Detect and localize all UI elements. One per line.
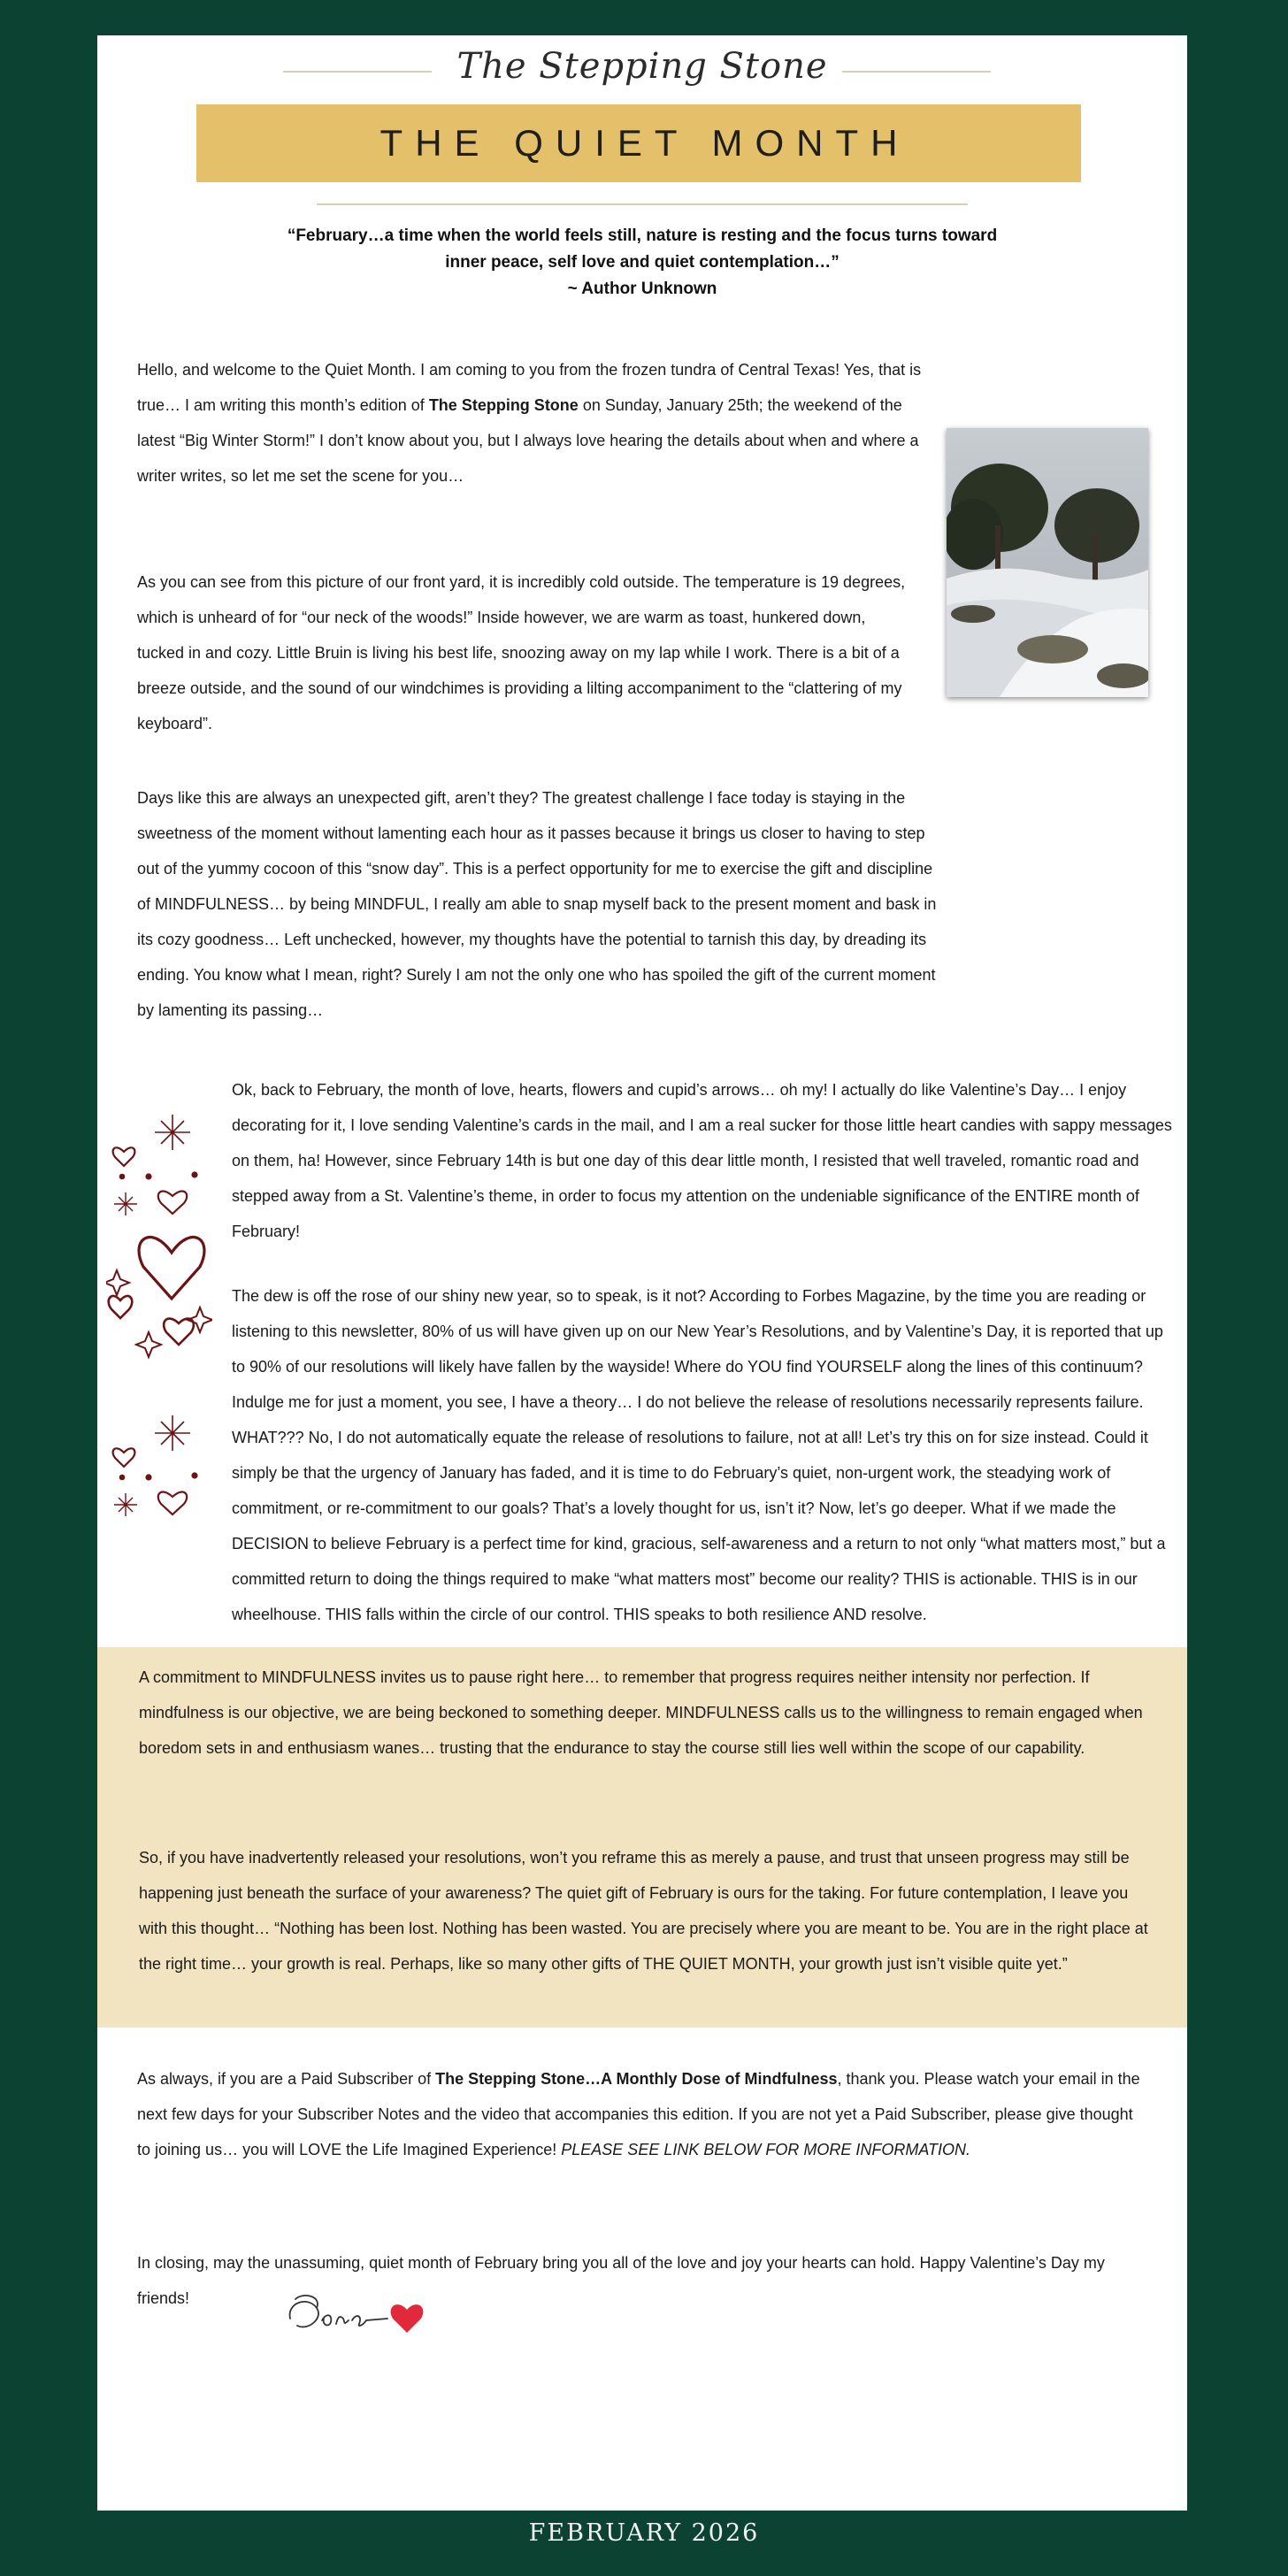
callout-paragraph-2: So, if you have inadvertently released your resolutions, won’t you reframe this as merely a pause, and trust that unseen progress may still be happening just beneath the surface of your awareness? The quiet gift of February is ours for the taking. For future contemplation, I leave you with this thought… “Nothing has been lost. Nothing has been wasted. You are precisely where you are meant to be. You are in the right place at the right time… your growth is real. Perhaps, like so many other gifts of THE QUIET MONTH, your growth just isn’t visible quite yet.”	[139, 1849, 1148, 1973]
intro-paragraph-1	[137, 352, 940, 494]
mindfulness-callout	[97, 1647, 1187, 2028]
hearts-sparkles-decoration	[106, 1407, 203, 1526]
callout-paragraph-1: A commitment to MINDFULNESS invites us to pause right here… to remember that progress requires neither intensity nor perfection. If mindfulness is our objective, we are being beckoned to something deeper. MINDFULNESS calls us to the willingness to remain engaged when boredom sets in and enthusiasm wanes… trusting that the endurance to stay the course still lies well within the scope of our capability.	[139, 1668, 1143, 1757]
masthead-rule-right	[842, 71, 991, 73]
hearts-sparkles-decoration	[106, 1106, 203, 1225]
link-note: PLEASE SEE LINK BELOW FOR MORE INFORMATION.	[561, 2141, 971, 2158]
february-paragraph-1: Ok, back to February, the month of love, hearts, flowers and cupid’s arrows… oh my! I actually do like Valentine’s Day… I enjoy decorating for it, I love sending Valentine’s cards in the mail, and I am a real sucker for those little heart candies with sappy messages on them, ha! However, since February 14th is but one day of this dear little month, I resisted that well traveled, romantic road and stepped away from a St. Valentine’s theme, in order to focus my attention on the undeniable significance of the ENTIRE month of February!	[232, 1081, 1172, 1240]
text-run: , thank you. Please watch your email in the next few days for your Subscriber Notes and the video that accompanies this edition. If you are not yet a Paid Subscriber, please give thought to joining us… you will LOVE the Life Imagined Experience!	[137, 2070, 1140, 2158]
epigraph-line: “February…a time when the world feels still, nature is resting and the focus turns toward	[287, 226, 998, 245]
epigraph-line: inner peace, self love and quiet contemplation…”	[445, 253, 840, 272]
closing-paragraph-2: In closing, may the unassuming, quiet month of February bring you all of the love and joy your hearts can hold. Happy Valentine’s Day my friends!	[137, 2254, 1105, 2307]
masthead	[97, 35, 1187, 106]
issue-banner	[196, 104, 1081, 182]
epigraph	[248, 223, 1037, 303]
publication-name: The Stepping Stone	[428, 396, 579, 414]
newsletter-page	[97, 35, 1187, 2511]
divider	[317, 203, 968, 205]
publication-full-name: The Stepping Stone…A Monthly Dose of Mindfulness	[435, 2070, 838, 2088]
text-run: Hello, and welcome to the Quiet Month. I am coming to you from the frozen tundra of Central Texas! Yes, that is true… I am writing this month’s edition of	[137, 361, 922, 414]
issue-title: THE QUIET MONTH	[380, 122, 910, 164]
text-run: As always, if you are a Paid Subscriber of	[137, 2070, 436, 2088]
front-yard-snow-photo	[947, 428, 1148, 697]
february-paragraph-2: The dew is off the rose of our shiny new year, so to speak, is it not? According to Forbes Magazine, by the time you are reading or listening to this newsletter, 80% of us will have given up on our New Year’s Resolutions, and by Valentine’s Day, it is reported that up to 90% of our resolutions will likely have fallen by the wayside! Where do YOU find YOURSELF along the lines of this continuum? Indulge me for just a moment, you see, I have a theory… I do not believe the release of resolutions necessarily represents failure. WHAT??? No, I do not automatically equate the release of resolutions to failure, not at all! Let’s try this on for size instead. Could it simply be that the urgency of January has faded, and it is time to do February’s quiet, non-urgent work, the steadying work of commitment, or re-commitment to our goals? That’s a lovely thought for us, isn’t it? Now, let’s go deeper. What if we made the DECISION to believe February is a perfect time for kind, gracious, self-awareness and a return to not only “what matters most,” but a committed return to doing the things required to make “what matters most” become our reality? THIS is actionable. THIS is in our wheelhouse. THIS falls within the circle of our control. THIS speaks to both resilience AND resolve.	[232, 1287, 1166, 1623]
intro-paragraph-2: As you can see from this picture of our front yard, it is incredibly cold outside. The temperature is 19 degrees, which is unheard of for “our neck of the woods!” Inside however, we are warm as toast, hunkered down, tucked in and cozy. Little Bruin is living his best life, snoozing away on my lap while I work. There is a bit of a breeze outside, and the sound of our windchimes is providing a lilting accompaniment to the “clattering of my keyboard”.	[137, 573, 906, 732]
epigraph-author: ~ Author Unknown	[567, 280, 717, 298]
signature	[281, 2287, 441, 2340]
text-run: on Sunday, January 25th; the weekend of the latest “Big Winter Storm!” I don’t know about you, but I always love hearing the details about when and where a writer writes, so let me set the scene for you…	[137, 396, 919, 485]
closing-paragraph-1	[137, 2061, 1146, 2167]
issue-date: FEBRUARY 2026	[528, 2519, 760, 2547]
hearts-large-decoration	[106, 1212, 212, 1393]
intro-paragraph-3: Days like this are always an unexpected gift, aren’t they? The greatest challenge I face today is staying in the sweetness of the moment without lamenting each hour as it passes because it brings us closer to having to step out of the yummy cocoon of this “snow day”. This is a perfect opportunity for me to exercise the gift and discipline of MINDFULNESS… by being MINDFUL, I really am able to snap myself back to the present moment and bask in its cozy goodness… Left unchecked, however, my thoughts have the potential to tarnish this day, by dreading its ending. You know what I mean, right? Surely I am not the only one who has spoiled the gift of the current moment by lamenting its passing…	[137, 789, 937, 1019]
newsletter-title: The Stepping Stone	[456, 46, 828, 87]
